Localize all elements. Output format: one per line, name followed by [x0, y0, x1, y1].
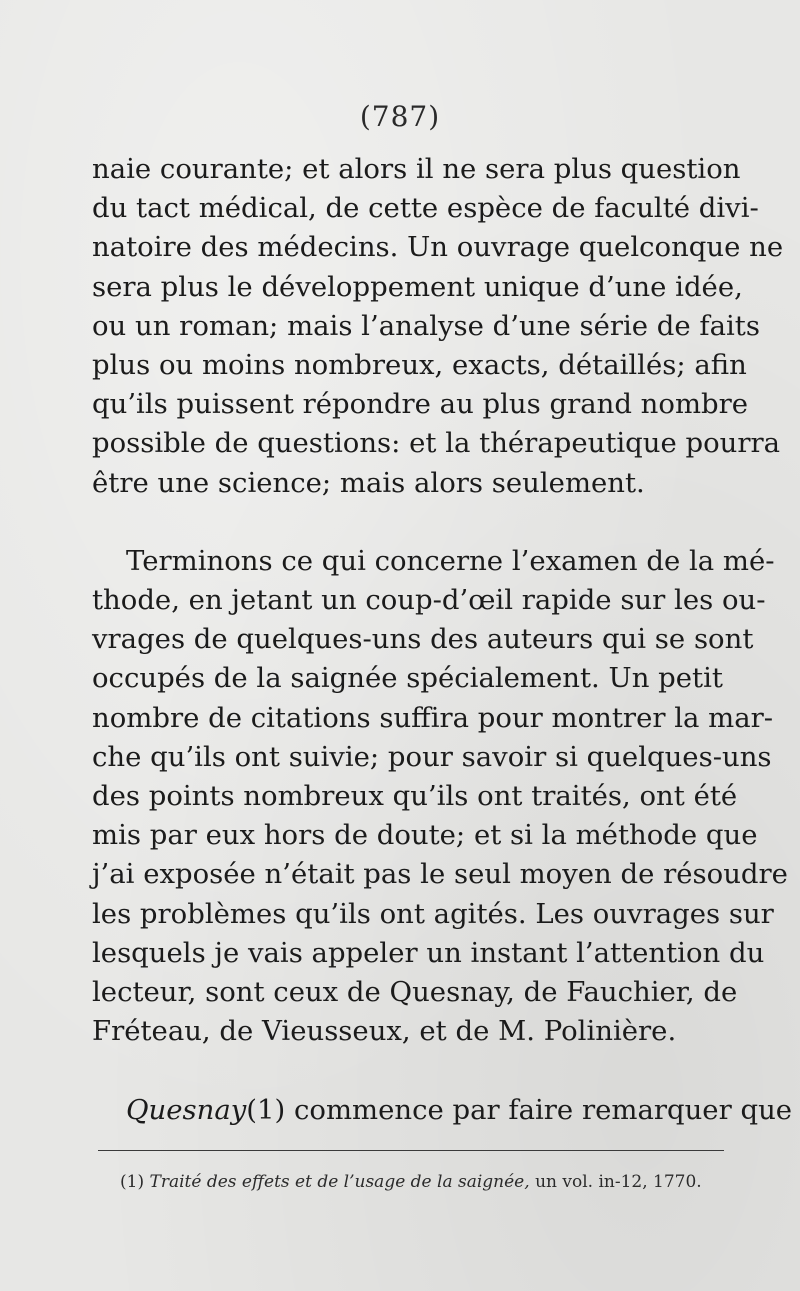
paragraph-gap — [92, 503, 722, 542]
footnote-marker: (1) — [120, 1172, 145, 1192]
text-line: sera plus le développement unique d’une idée, — [92, 270, 743, 303]
text-fragment: commence par faire remarquer que — [294, 1093, 793, 1126]
text-line: natoire des médecins. Un ouvrage quelconque ne — [92, 231, 784, 264]
text-line: qu’ils puissent répondre au plus grand nombre — [92, 388, 749, 421]
text-line: j’ai exposée n’était pas le seul moyen de résoudre — [92, 858, 788, 891]
text-line: les problèmes qu’ils ont agités. Les ouvrages sur — [92, 897, 774, 930]
paragraph-gap — [92, 1051, 722, 1090]
text-line: Fréteau, de Vieusseux, et de M. Polinière. — [92, 1015, 677, 1048]
text-line: occupés de la saignée spécialement. Un petit — [92, 662, 723, 695]
text-line: du tact médical, de cette espèce de faculté divi- — [92, 192, 759, 225]
text-line: plus ou moins nombreux, exacts, détaillés; afin — [92, 348, 747, 381]
text-line: lesquels je vais appeler un instant l’attention du — [92, 936, 765, 969]
text-line: Terminons ce qui concerne l’examen de la mé- — [126, 544, 775, 577]
footnote-title: Traité des effets et de l’usage de la saignée, — [149, 1172, 530, 1192]
text-line: che qu’ils ont suivie; pour savoir si quelques-uns — [92, 740, 772, 773]
footnote-details: un vol. in-12, 1770. — [535, 1172, 702, 1192]
text-line: être une science; mais alors seulement. — [92, 466, 645, 499]
text-line: vrages de quelques-uns des auteurs qui se sont — [92, 623, 754, 656]
paragraph-3 — [92, 1091, 793, 1130]
text-line: thode, en jetant un coup-d’œil rapide sur les ou- — [92, 584, 766, 617]
footnote-rule — [98, 1150, 724, 1151]
text-line — [92, 1091, 793, 1130]
paragraph-2 — [92, 542, 788, 1051]
text-line: possible de questions: et la thérapeutique pourra — [92, 427, 781, 460]
footnote — [120, 1172, 740, 1192]
footnote-reference: (1) — [246, 1093, 286, 1126]
body-text — [92, 150, 793, 1130]
text-line: lecteur, sont ceux de Quesnay, de Fauchier, de — [92, 975, 738, 1008]
text-line: ou un roman; mais l’analyse d’une série de faits — [92, 309, 760, 342]
paragraph-1 — [92, 150, 784, 503]
text-line: nombre de citations suffira pour montrer la mar- — [92, 701, 774, 734]
text-line: mis par eux hors de doute; et si la méthode que — [92, 819, 758, 852]
text-line: naie courante; et alors il ne sera plus question — [92, 153, 741, 185]
author-name: Quesnay — [126, 1093, 247, 1126]
text-line: des points nombreux qu’ils ont traités, ont été — [92, 780, 738, 812]
page-number: (787) — [359, 100, 441, 133]
